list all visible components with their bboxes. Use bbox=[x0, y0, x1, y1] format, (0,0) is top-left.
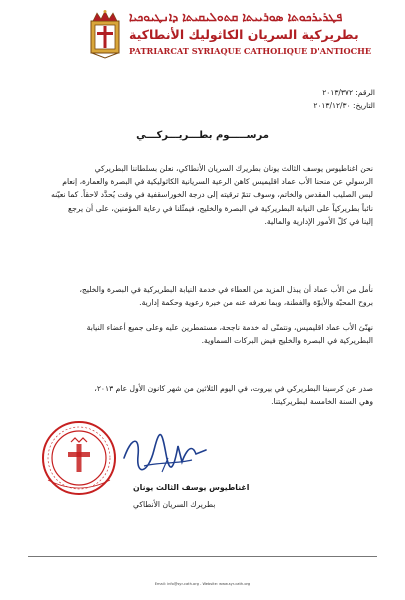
reference-date: التاريخ: ٢٠١٣/١٢/٣٠ bbox=[313, 101, 375, 110]
letterhead-syriac: ܦܛܪܝܪܟܘܬܐ ܣܘܪܝܝܬܐ ܩܬܘܠܝܩܝܬܐ ܕܐܢܛܝܘܟܝܐ bbox=[129, 10, 343, 24]
paragraph-line: البطريركية في البصرة والخليج فيض البركات السماوية. bbox=[201, 336, 373, 346]
paragraph-3 bbox=[38, 321, 373, 347]
footer-text-contact: Email: info@syr-cath.org - Website: www.syr-cath.org bbox=[154, 582, 251, 586]
reference-number: الرقم: ٢٠١٣/٣٧٢ bbox=[322, 88, 375, 97]
paragraph-line: نهنّئ الأب عماد اقليميس، ونتمنّى له خدمة ناجحة، مستمطرين عليه وعلى جميع أعضاء النيابة bbox=[86, 323, 373, 332]
footer-row bbox=[28, 582, 377, 587]
signatory-title: بطريرك السريان الأنطاكي bbox=[133, 500, 216, 509]
signatory-name: اغناطيوس يوسف الثالث يونان bbox=[133, 483, 250, 492]
paragraph-line: صدر عن كرسينا البطريركي في بيروت، في اليوم الثلاثين من شهر كانون الأول عام ٢٠١٣، bbox=[94, 384, 373, 393]
paragraph-line: إلينا في كلّ الأمور الإدارية والمالية. bbox=[264, 216, 373, 226]
paragraph-4 bbox=[38, 382, 373, 408]
paragraph-line: نأمل من الأب عماد أن يبذل المزيد من العطاء في خدمة النيابة البطريركية في البصرة والخليج، bbox=[79, 285, 373, 294]
paragraph-line: الرسولي عن منحنا الأب عماد اقليميس كاهن الرعية السريانية الكاثوليكية في البصرة والعمارة، إنعام bbox=[62, 177, 373, 187]
handwritten-signature bbox=[118, 428, 213, 480]
official-seal-stamp bbox=[38, 418, 120, 498]
paragraph-line: بروح المحبّة والأبوّة والفطنة، وبما نعرفه عنه من خبرة رعوية وحكمة إدارية. bbox=[139, 298, 373, 308]
patriarchate-crest-icon bbox=[89, 9, 121, 59]
paragraph-line: لبس الصليب المقدس والخاتم، وسوف تتمّ ترقيته إلى درجة الخوراسقفية في وقت يُحدَّد لاحقاً. كما نعيّنه bbox=[51, 190, 373, 200]
footer-divider bbox=[28, 556, 377, 557]
paragraph-line: نائباً بطريركياً على النيابة البطريركية في البصرة والخليج، فيمثّلنا في رعاية المؤمنين، على أن يرجع bbox=[68, 203, 373, 213]
paragraph-1 bbox=[38, 162, 373, 228]
paragraph-2 bbox=[38, 283, 373, 309]
paragraph-line: وهي السنة الخامسة لبطريركيتنا. bbox=[271, 397, 373, 407]
paragraph-line: نحن اغناطيوس يوسف الثالث يونان بطريرك السريان الأنطاكي، نعلن بسلطاننا البطريركي bbox=[94, 164, 373, 173]
letterhead-arabic: بطريركية السريان الكاثوليك الأنطاكية bbox=[129, 27, 359, 42]
letterhead-french: PATRIARCAT SYRIAQUE CATHOLIQUE D'ANTIOCHE bbox=[129, 46, 372, 56]
decree-title: مرســـــوم بطـــريـــركـــي bbox=[136, 130, 269, 141]
